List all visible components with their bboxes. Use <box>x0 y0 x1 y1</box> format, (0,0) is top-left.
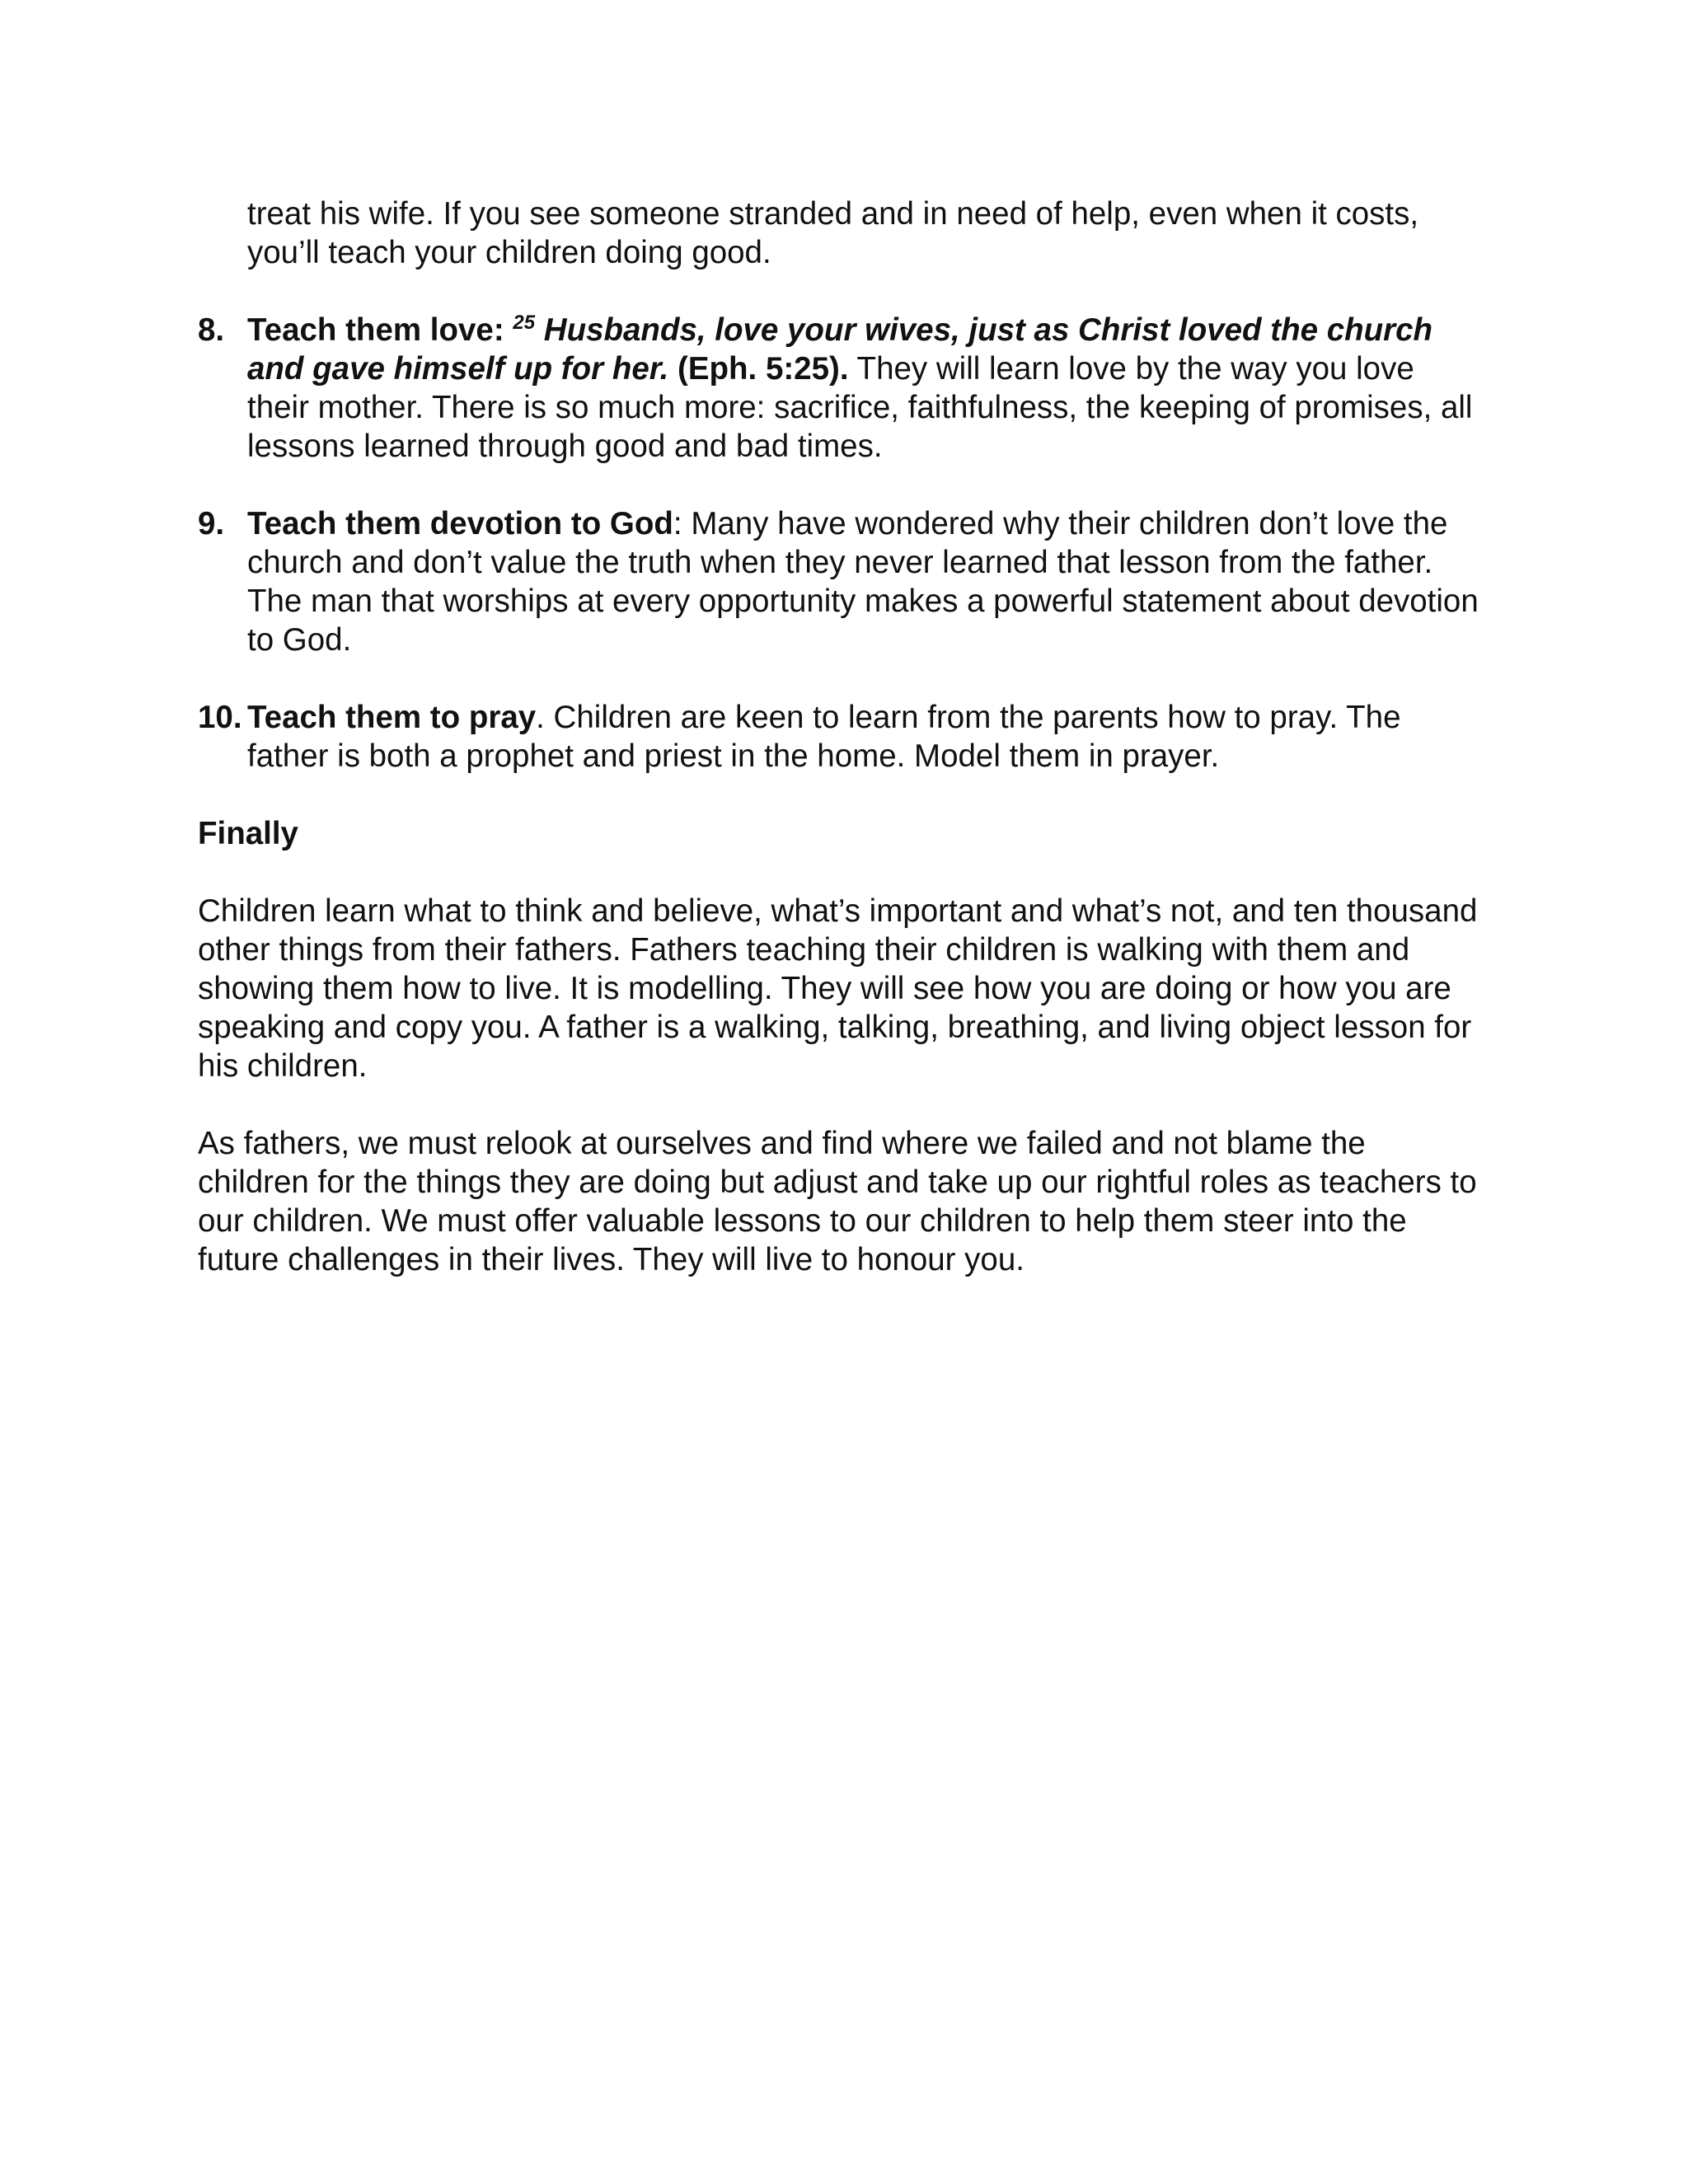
body-paragraph: As fathers, we must relook at ourselves and find where we failed and not blame the children for the things they are doing but adjust and take up our rightful roles as teachers to our children. We must offer valuable lessons to our children to help them steer into the future challenges in their lives. They will live to honour you. <box>198 1126 1477 1277</box>
item-number: 9. <box>198 506 225 541</box>
list-item-10 <box>198 698 1484 776</box>
list-item-9 <box>198 504 1484 659</box>
verse-number: 25 <box>513 312 536 334</box>
item-title: Teach them devotion to God <box>247 506 673 541</box>
item-number: 10. <box>198 700 242 735</box>
scripture-reference: (Eph. 5:25). <box>678 351 849 387</box>
item-body: : Many have wondered why their children don’t love the church and don’t value the truth when they never learned that lesson from the father. The man that worships at every opportunity makes a powerful statement about devotion to God. <box>247 506 1479 658</box>
page-content <box>198 194 1484 1318</box>
item-body: . Children are keen to learn from the parents how to pray. The father is both a prophet and priest in the home. Model them in prayer. <box>247 700 1401 774</box>
continued-paragraph: treat his wife. If you see someone stranded and in need of help, even when it costs, you’ll teach your children doing good. <box>247 196 1419 270</box>
item-title: Teach them love: <box>247 312 504 348</box>
body-paragraph: Children learn what to think and believe, what’s important and what’s not, and ten thousand other things from their fathers. Fathers teaching their children is walking with them and showing them how to live. It is modelling. They will see how you are doing or how you are speaking and copy you. A father is a walking, talking, breathing, and living object lesson for his children. <box>198 893 1478 1084</box>
item-title: Teach them to pray <box>247 700 537 735</box>
list-item-8 <box>198 311 1484 466</box>
scripture-quote: Husbands, love your wives, just as Christ loved the church and gave himself up for her. <box>247 312 1433 387</box>
item-number: 8. <box>198 312 225 348</box>
item-body: They will learn love by the way you love their mother. There is so much more: sacrifice, faithfulness, the keeping of promises, all lessons learned through good and bad times. <box>247 351 1473 464</box>
section-heading: Finally <box>198 816 298 851</box>
